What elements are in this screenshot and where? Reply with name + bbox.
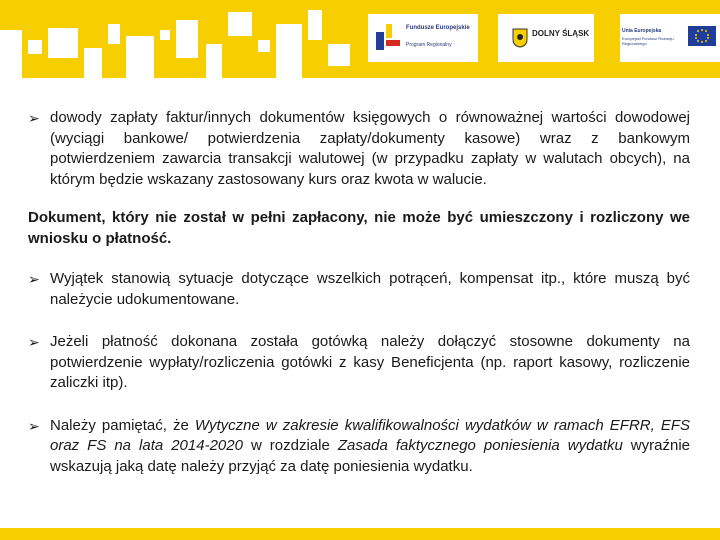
unia-europejska-logo [620,14,720,62]
arrow-bullet-icon: ➢ [28,334,40,350]
eu-flag-icon [688,26,716,46]
header-pattern-block [0,30,22,78]
coat-of-arms-icon [512,28,528,48]
ds-logo-name: DOLNY ŚLĄSK [532,29,590,38]
header-pattern-block [206,44,222,78]
bullet-item [28,108,690,190]
slide-content [28,108,690,477]
bullet-text-part: Należy pamiętać, że [50,416,195,434]
header-pattern-block [48,28,78,58]
header-pattern-block [108,24,120,44]
header-pattern-block [228,12,252,36]
ue-logo-name: Unia Europejska [622,28,662,34]
header-pattern-block [84,48,102,78]
header-pattern-block [176,20,198,58]
bold-note: Dokument, który nie został w pełni zapłacony, nie może być umieszczony i rozliczony we wniosku o płatność. [28,209,690,247]
bullet-item [28,332,690,394]
bullet-item [28,416,690,478]
header-pattern-block [258,40,270,52]
bullet-text-part: wyraźnie wskazują jaką datę należy przyjąć za datę poniesienia wydatku. [50,437,690,475]
footer-bar [0,528,720,540]
fe-logo-sub: Program Regionalny [406,42,452,48]
bullet-text: Jeżeli płatność dokonana została gotówką należy dołączyć stosowne dokumenty na potwierdzenie wypłaty/rozliczenia gotówki z kasy Beneficjenta (np. raport kasowy, rozliczenie zaliczki itp). [50,333,690,391]
ue-logo-fund: Europejski Fundusz Rozwoju Regionalnego [622,36,674,46]
bullet-text-part: w rozdziale [242,437,338,454]
header-banner [0,0,720,78]
bullet-text: Wyjątek stanowią sytuacje dotyczące wszelkich potrąceń, kompensat itp., które muszą być należycie udokumentowane. [50,270,690,308]
dolny-slask-logo [498,14,594,62]
header-pattern-block [160,30,170,40]
header-pattern-block [328,44,350,66]
chapter-title: Zasada faktycznego poniesienia wydatku [337,437,623,454]
bullet-item [28,269,690,310]
fundusze-europejskie-logo [368,14,478,62]
header-pattern-block [308,10,322,40]
bullet-text: dowody zapłaty faktur/innych dokumentów księgowych o równoważnej wartości dowodowej (wyciągi bankowe/ potwierdzenia zapłaty/dokumenty kasowe) wraz z bankowym potwierdzeniem zawarcia transakcji walutowej (w przypadku zapłaty w walutach obcych), na którym będzie wskazany zastosowany kurs oraz kwota w walucie. [50,109,690,188]
guidelines-title: Wytyczne w zakresie kwalifikowalności wydatków w ramach EFRR, EFS oraz FS na lata 2014-2020 [50,416,690,454]
header-pattern-block [28,40,42,54]
header-pattern-block [126,36,154,78]
header-pattern-block [276,24,302,78]
arrow-bullet-icon: ➢ [28,417,40,434]
bullet-text [50,417,690,475]
fe-emblem-icon [376,24,400,50]
arrow-bullet-icon: ➢ [28,110,40,126]
arrow-bullet-icon: ➢ [28,271,40,287]
fe-logo-name: Fundusze Europejskie [406,25,470,31]
